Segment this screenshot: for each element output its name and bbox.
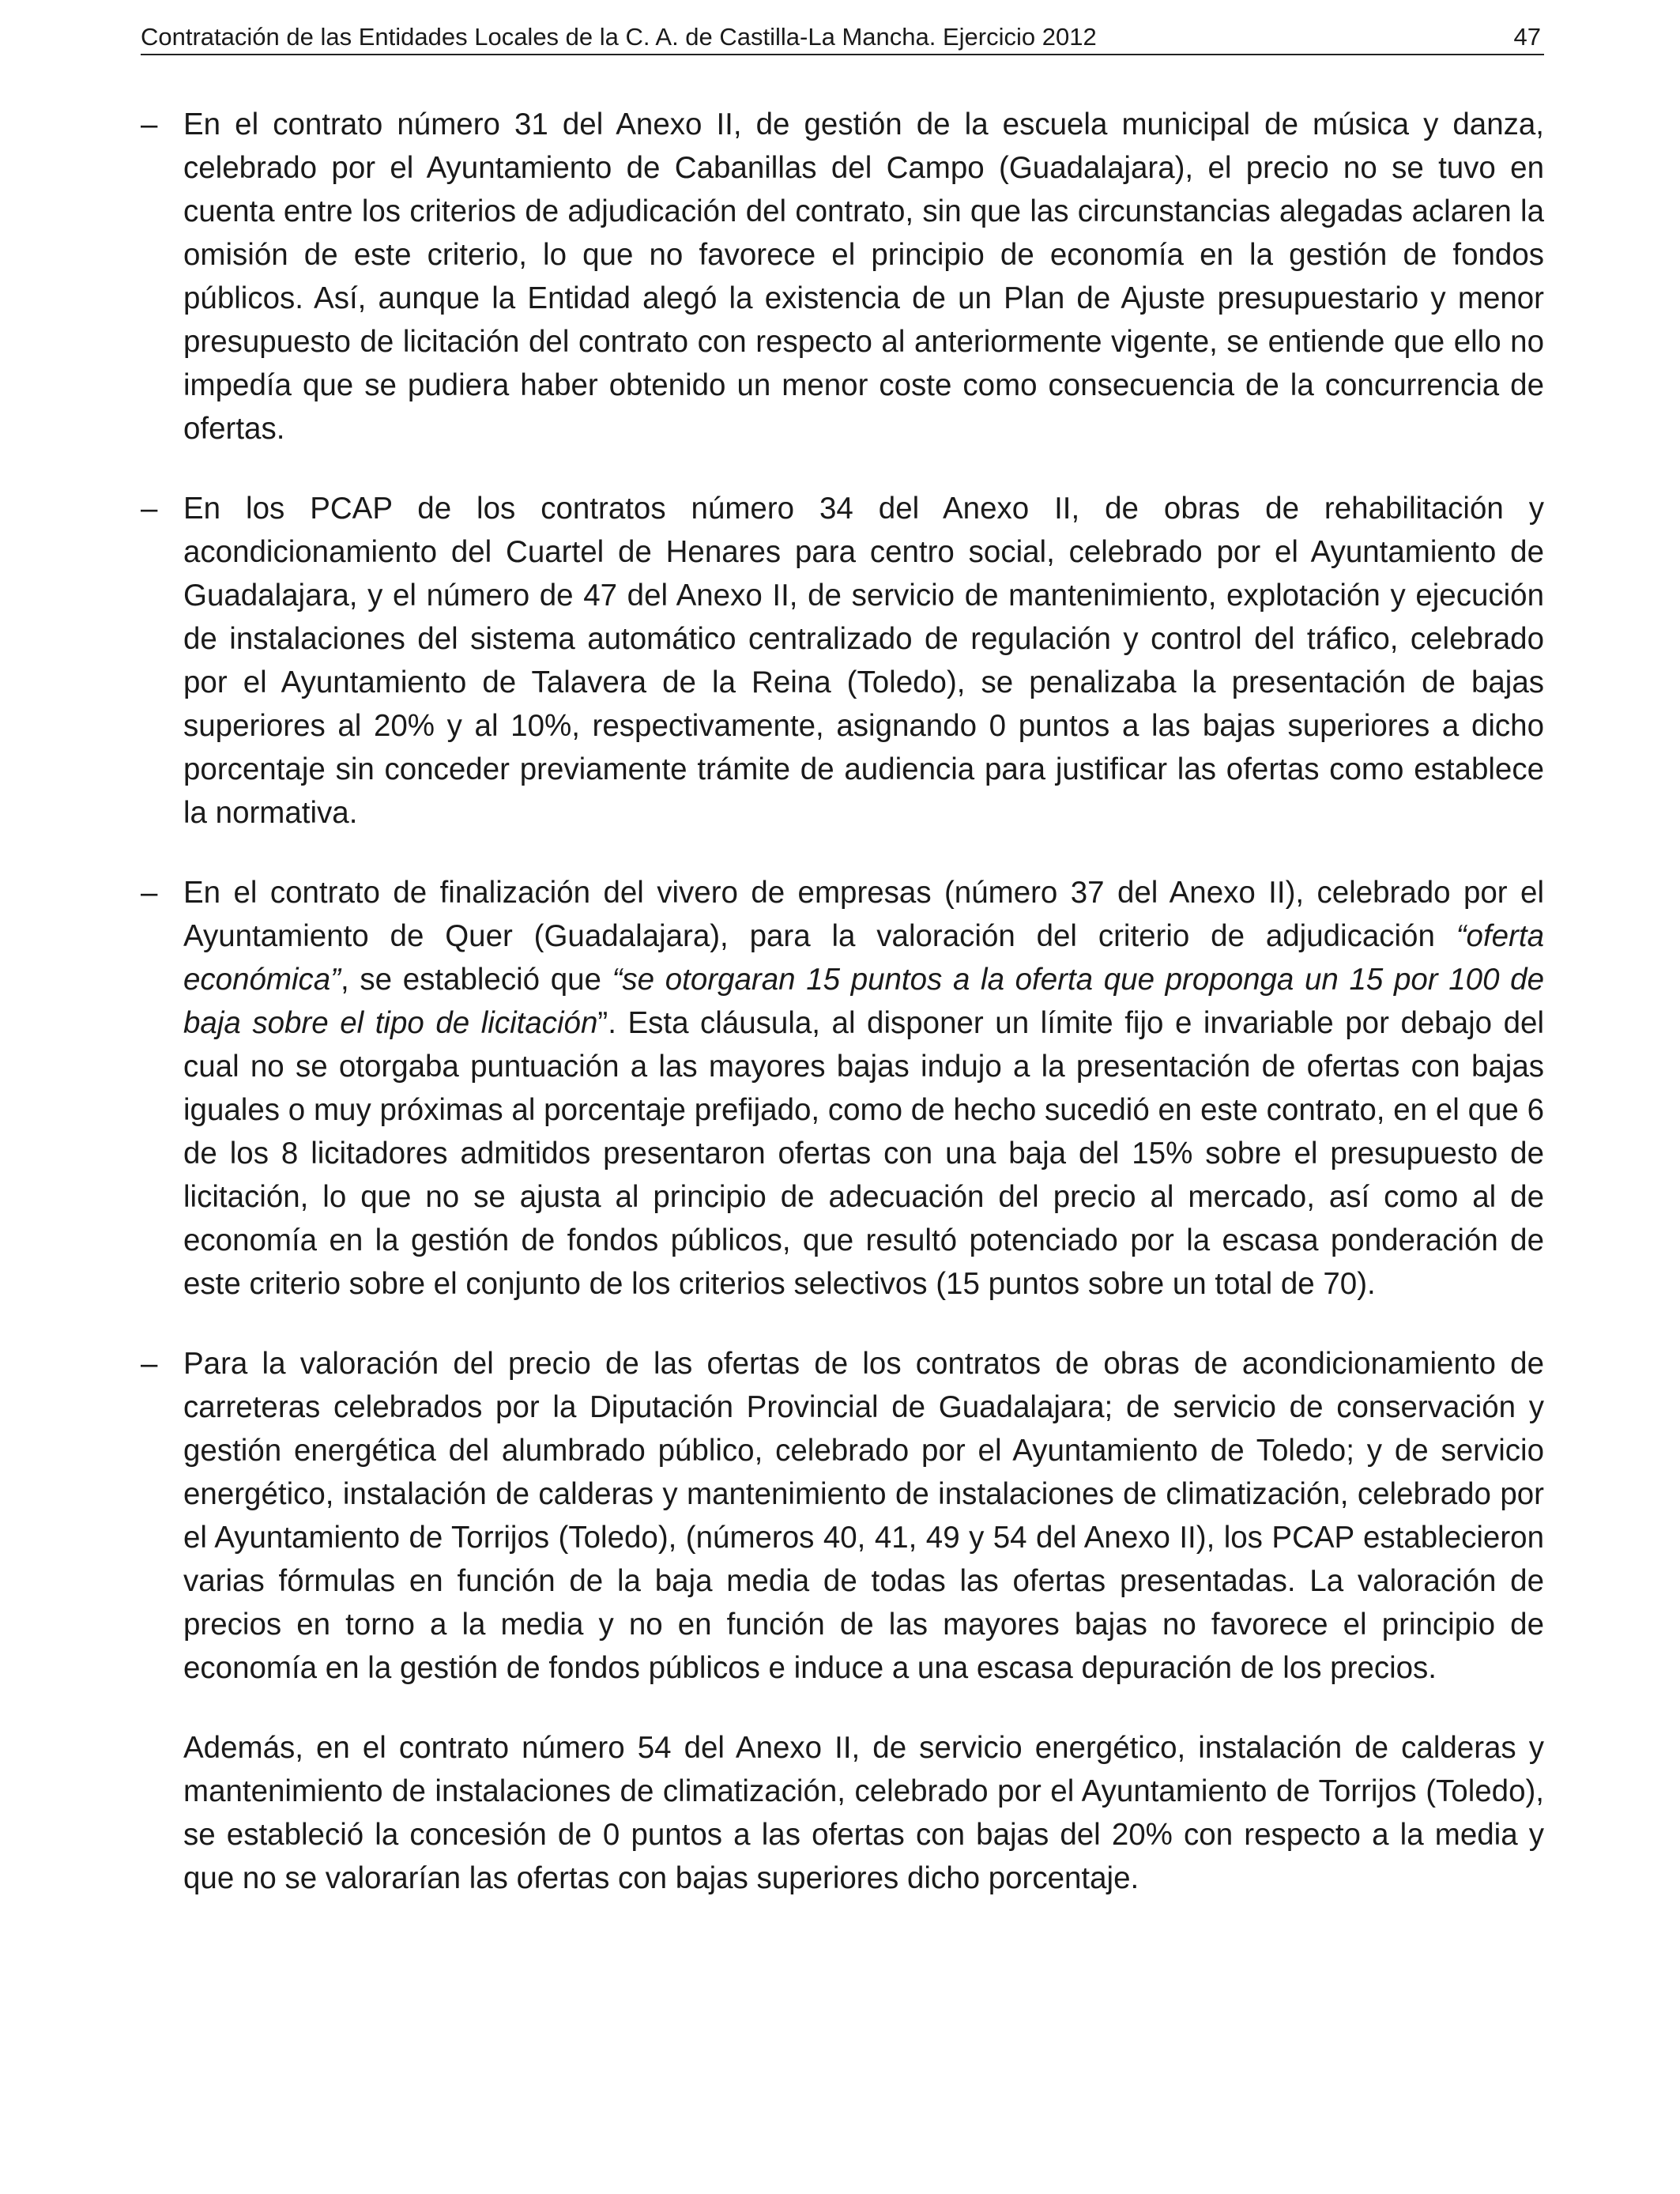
header-title: Contratación de las Entidades Locales de la C. A. de Castilla-La Mancha. Ejercicio 2012 — [141, 23, 1097, 51]
paragraph-text: En los PCAP de los contratos número 34 del Anexo II, de obras de rehabilitación y acondicionamiento del Cuartel de Henares para centro social, celebrado por el Ayuntamiento de Guadalajara, y el número de 47 del Anexo II, de servicio de mantenimiento, explotación y ejecución de instalaciones del sistema automático centralizado de regulación y control del tráfico, celebrado por el Ayuntamiento de Talavera de la Reina (Toledo), se penalizaba la presentación de bajas superiores al 20% y al 10%, respectivamente, asignando 0 puntos a las bajas superiores a dicho porcentaje sin conceder previamente trámite de audiencia para justificar las ofertas como establece la normativa. — [183, 492, 1544, 830]
page-number: 47 — [1513, 23, 1541, 51]
text-run: ”. Esta cláusula, al disponer un límite fijo e invariable por debajo del cual no se otorgaba puntuación a las mayores bajas indujo a la presentación de ofertas con bajas iguales o muy próximas al porcentaje prefijado, como de hecho sucedió en este contrato, en el que 6 de los 8 licitadores admitidos presentaron ofertas con una baja del 15% sobre el presupuesto de licitación, lo que no se ajusta al principio de adecuación del precio al mercado, así como al de economía en la gestión de fondos públicos, que resultó potenciado por la escasa ponderación de este criterio sobre el conjunto de los criterios selectivos (15 puntos sobre un total de 70). — [183, 1006, 1545, 1301]
page-header — [141, 19, 1544, 55]
list-item — [141, 103, 1544, 450]
paragraph-text: En el contrato número 31 del Anexo II, de gestión de la escuela municipal de música y danza, celebrado por el Ayuntamiento de Cabanillas del Campo (Guadalajara), el precio no se tuvo en cuenta entre los criterios de adjudicación del contrato, sin que las circunstancias alegadas aclaren la omisión de este criterio, lo que no favorece el principio de economía en la gestión de fondos públicos. Así, aunque la Entidad alegó la existencia de un Plan de Ajuste presupuestario y menor presupuesto de licitación del contrato con respecto al anteriormente vigente, se entiende que ello no impedía que se pudiera haber obtenido un menor coste como consecuencia de la concurrencia de ofertas. — [183, 107, 1544, 446]
paragraph-text: Además, en el contrato número 54 del Anexo II, de servicio energético, instalación de calderas y mantenimiento de instalaciones de climatización, celebrado por el Ayuntamiento de Torrijos (Toledo), se estableció la concesión de 0 puntos a las ofertas con bajas del 20% con respecto a la media y que no se valorarían las ofertas con bajas superiores dicho porcentaje. — [183, 1731, 1544, 1895]
document-body — [141, 103, 1544, 1900]
dash-bullet-icon: – — [141, 492, 158, 526]
list-item — [141, 871, 1544, 1306]
text-run: En el contrato de finalización del vivero de empresas (número 37 del Anexo II), celebrado por el Ayuntamiento de Quer (Guadalajara), para la valoración del criterio de adjudicación — [183, 876, 1544, 953]
paragraph-text: Para la valoración del precio de las ofertas de los contratos de obras de acondicionamiento de carreteras celebrados por la Diputación Provincial de Guadalajara; de servicio de conservación y gestión energética del alumbrado público, celebrado por el Ayuntamiento de Toledo; y de servicio energético, instalación de calderas y mantenimiento de instalaciones de climatización, celebrado por el Ayuntamiento de Torrijos (Toledo), (números 40, 41, 49 y 54 del Anexo II), los PCAP establecieron varias fórmulas en función de la baja media de todas las ofertas presentadas. La valoración de precios en torno a la media y no en función de las mayores bajas no favorece el principio de economía en la gestión de fondos públicos e induce a una escasa depuración de los precios. — [183, 1347, 1544, 1685]
dash-bullet-icon: – — [141, 1347, 158, 1381]
dash-bullet-icon: – — [141, 107, 158, 141]
closing-paragraph — [141, 1726, 1544, 1900]
text-run: , se estableció que — [341, 963, 612, 997]
list-item — [141, 487, 1544, 835]
dash-bullet-icon: – — [141, 876, 158, 910]
quoted-criterion: “oferta económica” — [183, 919, 1544, 997]
paragraph-text — [183, 871, 1544, 1306]
list-item — [141, 1342, 1544, 1690]
quoted-clause: “se otorgaran 15 puntos a la oferta que proponga un 15 por 100 de baja sobre el tipo de licitación — [183, 963, 1544, 1040]
